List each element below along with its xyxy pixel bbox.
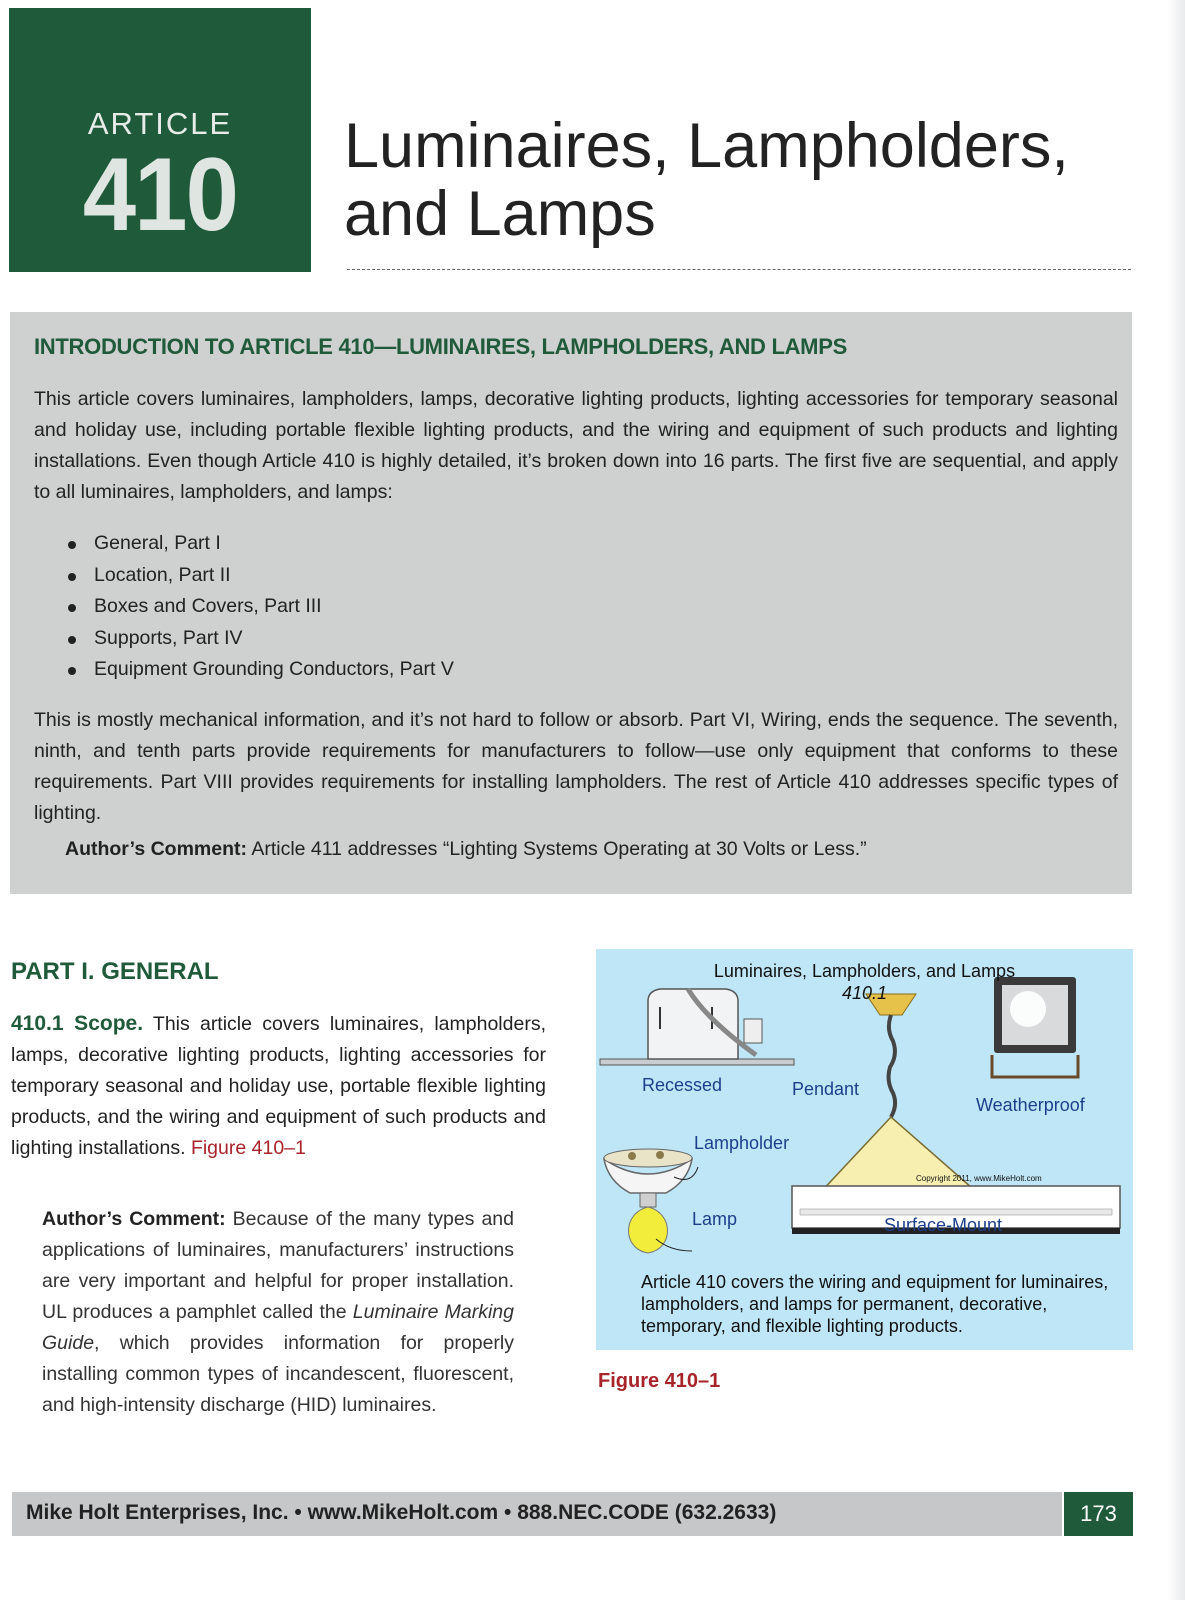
author-comment-text: Article 411 addresses “Lighting Systems Operating at 30 Volts or Less.” [247, 838, 867, 860]
article-badge [9, 8, 311, 272]
intro-author-comment [65, 838, 867, 861]
footer-bar [12, 1492, 1062, 1536]
list-item: Equipment Grounding Conductors, Part V [68, 654, 454, 686]
footer-text: Mike Holt Enterprises, Inc. • www.MikeHolt.com • 888.NEC.CODE (632.2633) [26, 1501, 777, 1524]
label-lamp: Lamp [692, 1209, 738, 1229]
figure-reference-link[interactable]: Figure 410–1 [190, 1137, 306, 1159]
scope-paragraph [11, 1008, 546, 1164]
label-lampholder: Lampholder [694, 1133, 790, 1153]
label-pendant: Pendant [792, 1079, 860, 1099]
scope-lead: 410.1 Scope. [11, 1012, 144, 1035]
list-item: Supports, Part IV [68, 623, 454, 655]
introduction-box [10, 312, 1132, 894]
label-weatherproof: Weatherproof [976, 1095, 1085, 1115]
article-number: 410 [82, 137, 238, 253]
title-line-2: and Lamps [344, 179, 656, 249]
figure-label: Figure 410–1 [598, 1370, 721, 1392]
intro-paragraph-2: This is mostly mechanical information, and it’s not hard to follow or absorb. Part VI, Wiring, ends the sequence. The seventh, ninth, and tenth parts provide requirements for manufacturers to follow—use only equipment that conforms to these requirements. Part VIII provides requirements for installing lampholders. The rest of Article 410 addresses specific types of lighting. [34, 709, 1118, 824]
author-comment-text-b: , which provides information for properly installing common types of incandescent, fluorescent, and high-intensity discharge (HID) luminaires. [42, 1332, 514, 1416]
intro-heading: INTRODUCTION TO ARTICLE 410—LUMINAIRES, LAMPHOLDERS, AND LAMPS [34, 334, 847, 359]
figure-title: Luminaires, Lampholders, and Lamps [713, 961, 1016, 981]
figure-410-1 [596, 949, 1133, 1350]
page-number: 173 [1064, 1492, 1133, 1536]
page-title [344, 112, 1144, 248]
title-divider [347, 269, 1131, 270]
scope-author-comment [42, 1204, 514, 1421]
intro-paragraph-1: This article covers luminaires, lampholders, lamps, decorative lighting products, lighting accessories for temporary seasonal and holiday use, including portable flexible lighting products, and the wiring and equipment of such products and lighting installations. Even though Article 410 is highly detailed, it’s broken down into 16 parts. The first five are sequential, and apply to all luminaires, lampholders, and lamps: [34, 388, 1118, 503]
title-line-1: Luminaires, Lampholders, [344, 111, 1069, 181]
author-comment-label: Author’s Comment: [42, 1208, 226, 1230]
figure-caption: Article 410 covers the wiring and equipment for luminaires, lampholders, and lamps for permanent, decorative, temporary, and flexible lighting products. [641, 1272, 1109, 1336]
list-item: Location, Part II [68, 560, 454, 592]
parts-list [68, 528, 454, 686]
label-recessed: Recessed [642, 1075, 723, 1095]
scope-text: This article covers luminaires, lampholders, lamps, decorative lighting products, lighting accessories for temporary seasonal and holiday use, portable flexible lighting products, and the wiring and equipment of such products and lighting installations. [11, 1013, 546, 1159]
page-edge-shadow [1167, 0, 1185, 1600]
figure-copyright: Copyright 2011, www.MikeHolt.com [916, 1174, 1042, 1183]
author-comment-italic: Luminaire Marking Guide [42, 1301, 514, 1354]
author-comment-label: Author’s Comment: [65, 838, 247, 860]
author-comment-text-a: Because of the many types and applications of luminaires, manufacturers’ instructions are very important and helpful for proper installation. UL produces a pamphlet called the [42, 1208, 514, 1323]
figure-section-number: 410.1 [841, 983, 888, 1003]
label-surface-mount: Surface-Mount [884, 1215, 1003, 1235]
part-heading: PART I. GENERAL [11, 958, 219, 985]
list-item: General, Part I [68, 528, 454, 560]
article-label: ARTICLE [87, 106, 233, 141]
lampholder-lamp-icon [604, 1149, 698, 1253]
list-item: Boxes and Covers, Part III [68, 591, 454, 623]
